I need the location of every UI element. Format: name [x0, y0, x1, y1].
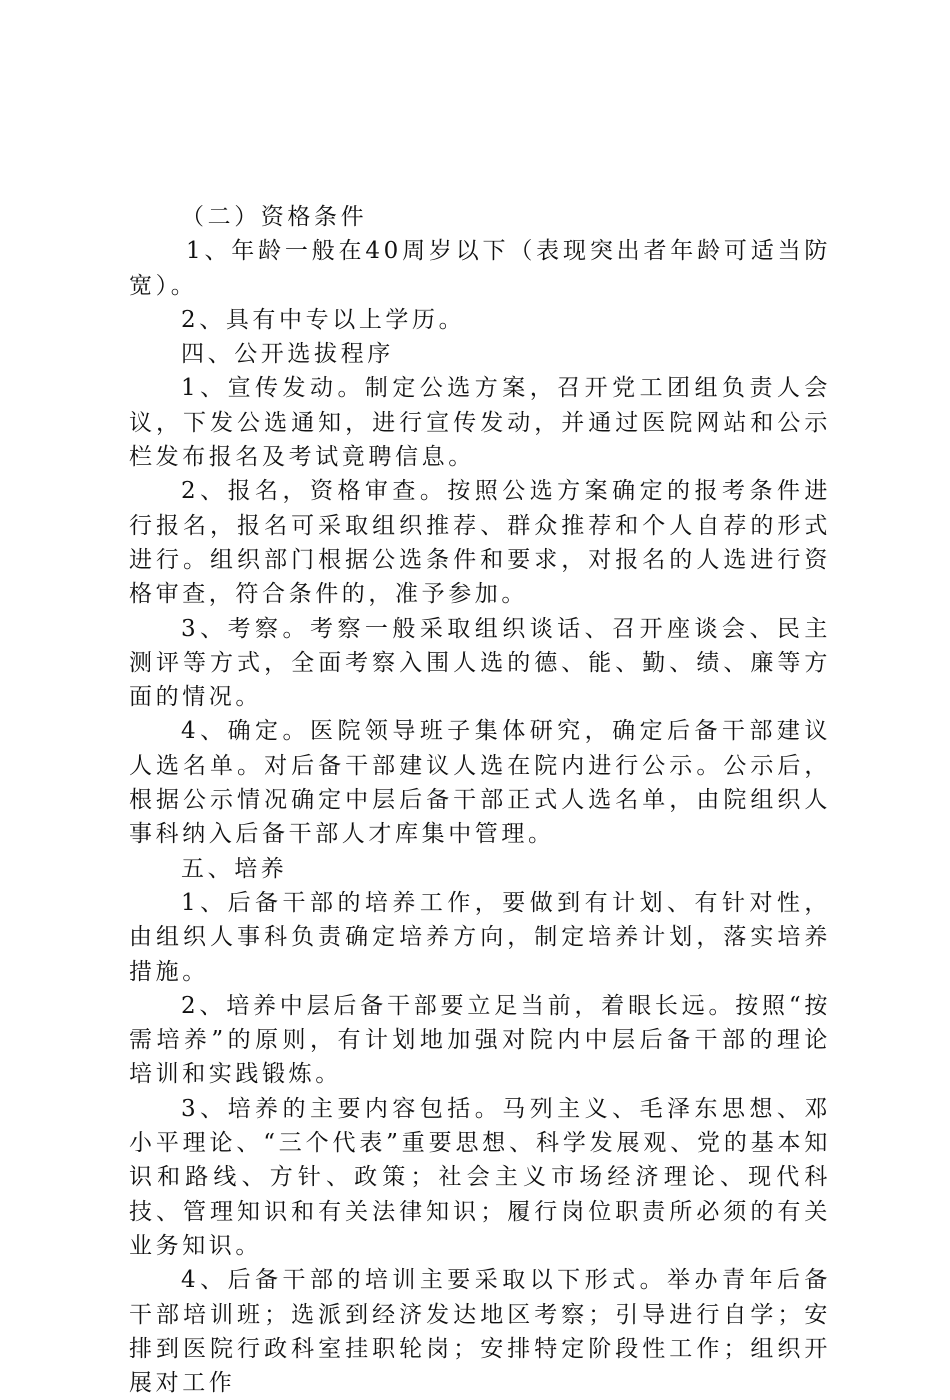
paragraph-inspection: 3、考察。考察一般采取组织谈话、召开座谈会、民主测评等方式，全面考察入围人选的德、能、勤、绩、廉等方面的情况。 — [129, 615, 831, 711]
document-body — [129, 200, 831, 1400]
heading-selection-procedure: 四、公开选拔程序 — [181, 341, 394, 368]
subheading-qualifications: （二）资格条件 — [181, 204, 368, 230]
paragraph-publicity: 1、宣传发动。制定公选方案，召开党工团组负责人会议，下发公选通知，进行宣传发动，并通过医院网站和公示栏发布报名及考试竟聘信息。 — [129, 375, 831, 471]
paragraph-training-forms: 4、后备干部的培训主要采取以下形式。举办青年后备干部培训班；选派到经济发达地区考察；引导进行自学；安排到医院行政科室挂职轮岗；安排特定阶段性工作；组织开展对工作 — [129, 1267, 831, 1397]
paragraph-education-requirement: 2、具有中专以上学历。 — [181, 306, 466, 333]
paragraph-determination: 4、确定。医院领导班子集体研究，确定后备干部建议人选名单。对后备干部建议人选在院内进行公示。公示后，根据公示情况确定中层后备干部正式人选名单，由院组织人事科纳入后备干部人才库集中管理。 — [129, 718, 831, 848]
paragraph-training-work: 1、后备干部的培养工作，要做到有计划、有针对性，由组织人事科负责确定培养方向，制定培养计划，落实培养措施。 — [129, 889, 831, 985]
heading-training: 五、培养 — [181, 855, 288, 882]
paragraph-training-principle: 2、培养中层后备干部要立足当前，着眼长远。按照“按需培养”的原则，有计划地加强对院内中层后备干部的理论培训和实践锻炼。 — [129, 992, 831, 1088]
paragraph-training-content: 3、培养的主要内容包括。马列主义、毛泽东思想、邓小平理论、“三个代表”重要思想、科学发展观、党的基本知识和路线、方针、政策；社会主义市场经济理论、现代科技、管理知识和有关法律知识；履行岗位职责所必须的有关业务知识。 — [129, 1095, 831, 1259]
paragraph-age-requirement: 1、年龄一般在40周岁以下（表现突出者年龄可适当防宽）。 — [129, 238, 831, 299]
paragraph-registration-review: 2、报名，资格审查。按照公选方案确定的报考条件进行报名，报名可采取组织推荐、群众推荐和个人自荐的形式进行。组织部门根据公选条件和要求，对报名的人选进行资格审查，符合条件的，准予参加。 — [129, 478, 831, 608]
